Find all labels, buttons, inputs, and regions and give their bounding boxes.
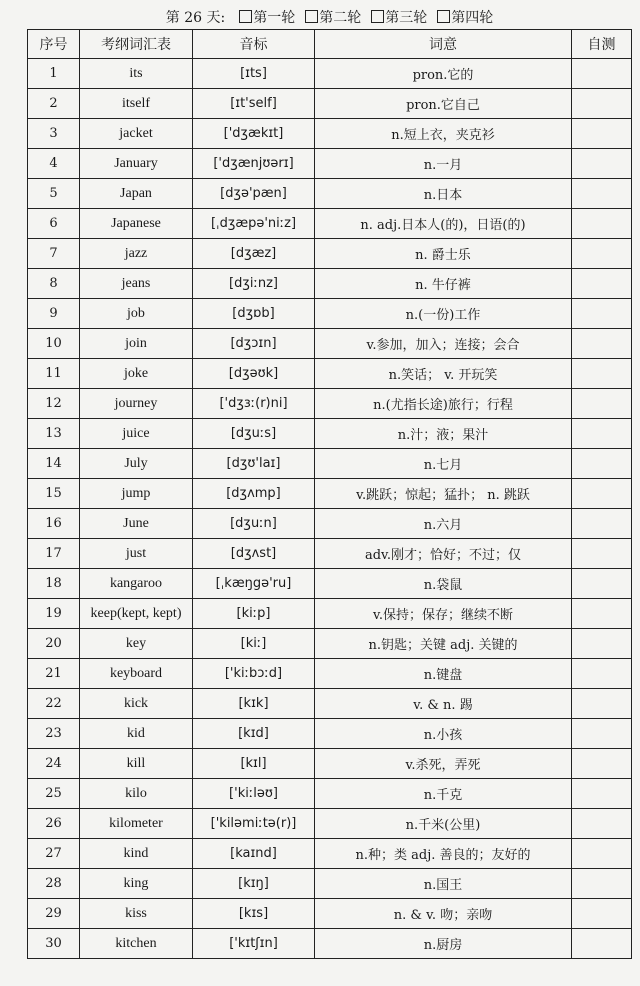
row-self-test[interactable] <box>572 899 632 929</box>
row-meaning: v.跳跃；惊起；猛扑； n. 跳跃 <box>315 479 572 509</box>
header-num: 序号 <box>28 30 80 59</box>
row-phonetic: [kiː] <box>193 629 315 659</box>
table-row <box>28 719 632 749</box>
row-self-test[interactable] <box>572 809 632 839</box>
row-phonetic: ['kiləmiːtə(r)] <box>193 809 315 839</box>
row-phonetic: [kɪs] <box>193 899 315 929</box>
row-self-test[interactable] <box>572 719 632 749</box>
row-meaning: n. adj.日本人(的)，日语(的) <box>315 209 572 239</box>
row-phonetic: [ɪts] <box>193 59 315 89</box>
row-self-test[interactable] <box>572 329 632 359</box>
row-self-test[interactable] <box>572 179 632 209</box>
row-phonetic: [dʒuːs] <box>193 419 315 449</box>
row-phonetic: ['dʒækɪt] <box>193 119 315 149</box>
row-num: 15 <box>28 479 80 509</box>
row-word: kick <box>80 689 193 719</box>
row-self-test[interactable] <box>572 749 632 779</box>
row-phonetic: [dʒəʊk] <box>193 359 315 389</box>
row-num: 18 <box>28 569 80 599</box>
row-meaning: n.日本 <box>315 179 572 209</box>
row-word: kilometer <box>80 809 193 839</box>
row-phonetic: [dʒʊ'laɪ] <box>193 449 315 479</box>
row-num: 19 <box>28 599 80 629</box>
round-2-checkbox[interactable] <box>305 10 318 23</box>
table-row <box>28 209 632 239</box>
table-row <box>28 659 632 689</box>
round-2-label: 第二轮 <box>319 10 362 26</box>
row-num: 4 <box>28 149 80 179</box>
table-row <box>28 539 632 569</box>
table-row <box>28 749 632 779</box>
row-word: key <box>80 629 193 659</box>
round-4-checkbox[interactable] <box>437 10 450 23</box>
row-phonetic: [dʒʌst] <box>193 539 315 569</box>
table-row <box>28 269 632 299</box>
row-phonetic: [ˌdʒæpə'niːz] <box>193 209 315 239</box>
row-phonetic: [dʒuːn] <box>193 509 315 539</box>
row-self-test[interactable] <box>572 599 632 629</box>
row-phonetic: [dʒɔɪn] <box>193 329 315 359</box>
row-num: 13 <box>28 419 80 449</box>
row-meaning: n.汁；液；果汁 <box>315 419 572 449</box>
row-word: kilo <box>80 779 193 809</box>
row-num: 14 <box>28 449 80 479</box>
row-self-test[interactable] <box>572 869 632 899</box>
row-self-test[interactable] <box>572 929 632 959</box>
row-self-test[interactable] <box>572 359 632 389</box>
row-num: 29 <box>28 899 80 929</box>
row-num: 26 <box>28 809 80 839</box>
row-meaning: n. 爵士乐 <box>315 239 572 269</box>
row-meaning: n.(尤指长途)旅行；行程 <box>315 389 572 419</box>
row-num: 1 <box>28 59 80 89</box>
row-meaning: n.钥匙；关键 adj. 关键的 <box>315 629 572 659</box>
row-word: kangaroo <box>80 569 193 599</box>
row-phonetic: [kɪd] <box>193 719 315 749</box>
row-self-test[interactable] <box>572 539 632 569</box>
row-num: 5 <box>28 179 80 209</box>
row-meaning: n. & v. 吻；亲吻 <box>315 899 572 929</box>
row-phonetic: [ɪt'self] <box>193 89 315 119</box>
row-phonetic: [ˌkæŋgə'ru] <box>193 569 315 599</box>
row-meaning: n.笑话； v. 开玩笑 <box>315 359 572 389</box>
row-meaning: n. 牛仔裤 <box>315 269 572 299</box>
header-word: 考纲词汇表 <box>80 30 193 59</box>
table-row <box>28 359 632 389</box>
row-word: job <box>80 299 193 329</box>
row-phonetic: ['dʒænjʊərɪ] <box>193 149 315 179</box>
row-meaning: n.短上衣，夹克衫 <box>315 119 572 149</box>
table-row <box>28 149 632 179</box>
table-row <box>28 629 632 659</box>
row-meaning: n.千克 <box>315 779 572 809</box>
row-num: 3 <box>28 119 80 149</box>
row-num: 11 <box>28 359 80 389</box>
row-num: 24 <box>28 749 80 779</box>
row-num: 7 <box>28 239 80 269</box>
row-word: June <box>80 509 193 539</box>
row-meaning: pron.它自己 <box>315 89 572 119</box>
column-header-row <box>28 30 632 59</box>
row-phonetic: [dʒɒb] <box>193 299 315 329</box>
row-word: join <box>80 329 193 359</box>
row-self-test[interactable] <box>572 299 632 329</box>
row-meaning: n.六月 <box>315 509 572 539</box>
table-row <box>28 569 632 599</box>
row-phonetic: [kaɪnd] <box>193 839 315 869</box>
round-1-checkbox[interactable] <box>239 10 252 23</box>
row-phonetic: [dʒæz] <box>193 239 315 269</box>
row-word: kill <box>80 749 193 779</box>
vocabulary-sheet <box>27 5 631 975</box>
row-meaning: n.键盘 <box>315 659 572 689</box>
row-self-test[interactable] <box>572 209 632 239</box>
row-num: 25 <box>28 779 80 809</box>
row-word: jacket <box>80 119 193 149</box>
row-self-test[interactable] <box>572 569 632 599</box>
vocabulary-table <box>27 5 632 959</box>
row-word: jeans <box>80 269 193 299</box>
table-row <box>28 179 632 209</box>
table-row <box>28 779 632 809</box>
table-row <box>28 869 632 899</box>
row-num: 22 <box>28 689 80 719</box>
row-self-test[interactable] <box>572 449 632 479</box>
row-num: 12 <box>28 389 80 419</box>
table-row <box>28 599 632 629</box>
row-self-test[interactable] <box>572 389 632 419</box>
row-word: keep(kept, kept) <box>80 599 193 629</box>
header-phonetic: 音标 <box>193 30 315 59</box>
row-word: January <box>80 149 193 179</box>
round-4-label: 第四轮 <box>451 10 494 26</box>
row-phonetic: ['kɪtʃɪn] <box>193 929 315 959</box>
row-self-test[interactable] <box>572 269 632 299</box>
row-num: 23 <box>28 719 80 749</box>
table-row <box>28 419 632 449</box>
row-num: 16 <box>28 509 80 539</box>
table-row <box>28 299 632 329</box>
row-word: keyboard <box>80 659 193 689</box>
row-meaning: v. & n. 踢 <box>315 689 572 719</box>
row-num: 27 <box>28 839 80 869</box>
day-label: 第 26 天: <box>165 10 226 26</box>
table-row <box>28 839 632 869</box>
row-meaning: v.参加，加入；连接；会合 <box>315 329 572 359</box>
row-word: its <box>80 59 193 89</box>
row-word: jump <box>80 479 193 509</box>
row-self-test[interactable] <box>572 479 632 509</box>
round-1-label: 第一轮 <box>253 10 296 26</box>
row-meaning: v.杀死，弄死 <box>315 749 572 779</box>
header-meaning: 词意 <box>315 30 572 59</box>
table-row <box>28 239 632 269</box>
row-self-test[interactable] <box>572 509 632 539</box>
row-phonetic: ['kiːbɔːd] <box>193 659 315 689</box>
row-num: 30 <box>28 929 80 959</box>
row-num: 20 <box>28 629 80 659</box>
table-row <box>28 929 632 959</box>
row-word: kind <box>80 839 193 869</box>
row-self-test[interactable] <box>572 59 632 89</box>
row-num: 6 <box>28 209 80 239</box>
table-row <box>28 809 632 839</box>
row-self-test[interactable] <box>572 689 632 719</box>
row-self-test[interactable] <box>572 839 632 869</box>
header-self-test: 自测 <box>572 30 632 59</box>
row-meaning: n.七月 <box>315 449 572 479</box>
row-phonetic: [dʒə'pæn] <box>193 179 315 209</box>
row-word: kitchen <box>80 929 193 959</box>
row-self-test[interactable] <box>572 149 632 179</box>
row-meaning: n.一月 <box>315 149 572 179</box>
row-self-test[interactable] <box>572 659 632 689</box>
row-self-test[interactable] <box>572 629 632 659</box>
row-phonetic: [kiːp] <box>193 599 315 629</box>
row-self-test[interactable] <box>572 239 632 269</box>
row-num: 2 <box>28 89 80 119</box>
row-word: kiss <box>80 899 193 929</box>
row-self-test[interactable] <box>572 779 632 809</box>
row-word: July <box>80 449 193 479</box>
row-meaning: pron.它的 <box>315 59 572 89</box>
row-meaning: n.厨房 <box>315 929 572 959</box>
row-word: kid <box>80 719 193 749</box>
row-meaning: n.(一份)工作 <box>315 299 572 329</box>
table-row <box>28 59 632 89</box>
row-meaning: n.袋鼠 <box>315 569 572 599</box>
row-word: Japan <box>80 179 193 209</box>
row-phonetic: [dʒiːnz] <box>193 269 315 299</box>
row-word: itself <box>80 89 193 119</box>
row-phonetic: [kɪk] <box>193 689 315 719</box>
table-row <box>28 119 632 149</box>
table-row <box>28 509 632 539</box>
row-phonetic: [kɪl] <box>193 749 315 779</box>
row-phonetic: ['kiːləʊ] <box>193 779 315 809</box>
title-row <box>28 5 632 30</box>
round-3-checkbox[interactable] <box>371 10 384 23</box>
row-num: 28 <box>28 869 80 899</box>
table-row <box>28 89 632 119</box>
row-word: jazz <box>80 239 193 269</box>
row-meaning: n.国王 <box>315 869 572 899</box>
row-word: king <box>80 869 193 899</box>
table-row <box>28 899 632 929</box>
row-num: 21 <box>28 659 80 689</box>
row-word: journey <box>80 389 193 419</box>
row-phonetic: ['dʒɜː(r)ni] <box>193 389 315 419</box>
row-num: 8 <box>28 269 80 299</box>
row-phonetic: [kɪŋ] <box>193 869 315 899</box>
table-row <box>28 689 632 719</box>
row-meaning: adv.刚才；恰好；不过；仅 <box>315 539 572 569</box>
table-row <box>28 389 632 419</box>
row-phonetic: [dʒʌmp] <box>193 479 315 509</box>
row-num: 10 <box>28 329 80 359</box>
table-row <box>28 329 632 359</box>
row-word: juice <box>80 419 193 449</box>
row-meaning: n.种；类 adj. 善良的；友好的 <box>315 839 572 869</box>
day-title <box>28 5 632 30</box>
round-3-label: 第三轮 <box>385 10 428 26</box>
table-row <box>28 449 632 479</box>
row-meaning: n.千米(公里) <box>315 809 572 839</box>
row-meaning: v.保持；保存；继续不断 <box>315 599 572 629</box>
row-word: just <box>80 539 193 569</box>
row-meaning: n.小孩 <box>315 719 572 749</box>
table-row <box>28 479 632 509</box>
row-num: 9 <box>28 299 80 329</box>
row-self-test[interactable] <box>572 419 632 449</box>
row-num: 17 <box>28 539 80 569</box>
row-self-test[interactable] <box>572 119 632 149</box>
row-word: joke <box>80 359 193 389</box>
row-word: Japanese <box>80 209 193 239</box>
row-self-test[interactable] <box>572 89 632 119</box>
